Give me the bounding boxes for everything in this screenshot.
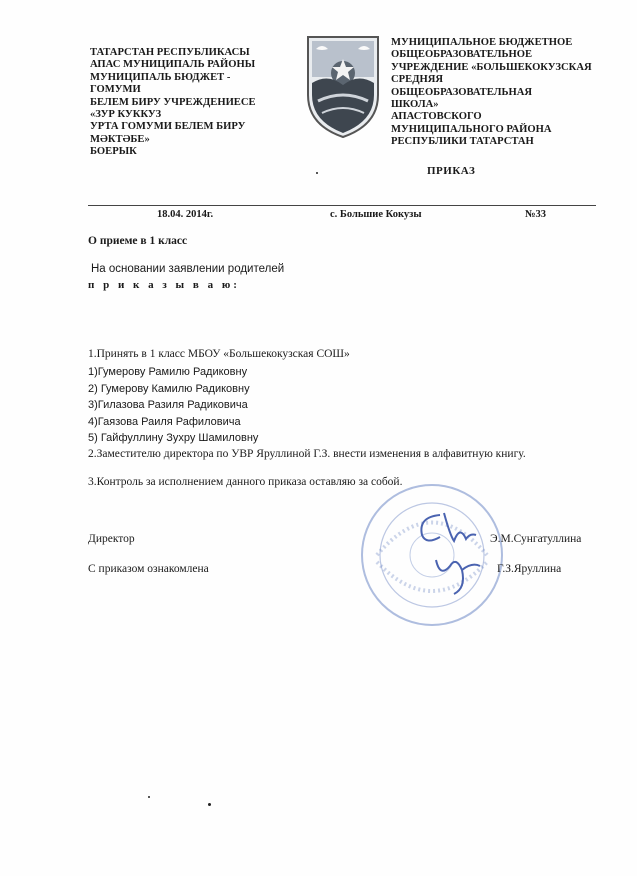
header-right-line: АПАСТОВСКОГО — [391, 111, 482, 123]
acquainted-name: Г.З.Яруллина — [497, 563, 562, 575]
header-right-line: РЕСПУБЛИКИ ТАТАРСТАН — [391, 136, 534, 148]
order-item-2: 2.Заместителю директора по УВР Яруллиной Г.З. внести изменения в алфавитную книгу. — [88, 448, 526, 460]
header-right-line: СРЕДНЯЯ — [391, 74, 444, 86]
scan-speck — [316, 172, 318, 174]
header-left-line: МУНИЦИПАЛЬ БЮДЖЕТ - — [90, 71, 231, 83]
header-right-line: МУНИЦИПАЛЬНОЕ БЮДЖЕТНОЕ — [391, 37, 573, 48]
student-list-item: 3)Гилазова Разиля Радиковича — [88, 399, 248, 411]
header-left-line: ГОМУМИ — [90, 84, 141, 96]
header-left-line: БОЕРЫК — [90, 146, 137, 158]
handwritten-signature-icon — [410, 505, 480, 550]
student-list-item: 1)Гумерову Рамилю Радиковну — [88, 366, 248, 378]
header-right-line: ОБЩЕОБРАЗОВАТЕЛЬНОЕ — [391, 49, 533, 61]
header-divider — [88, 205, 596, 206]
header-right-line: МУНИЦИПАЛЬНОГО РАЙОНА — [391, 123, 552, 135]
director-label: Директор — [88, 533, 135, 545]
header-left-line: АПАС МУНИЦИПАЛЬ РАЙОНЫ — [90, 59, 256, 71]
order-item-1: 1.Принять в 1 класс МБОУ «Большекокузская СОШ» — [88, 348, 350, 360]
header-left-line: ТАТАРСТАН РЕСПУБЛИКАСЫ — [90, 47, 250, 58]
handwritten-signature-icon — [428, 548, 488, 598]
municipal-coat-of-arms-icon — [302, 33, 384, 139]
document-place: с. Большие Кокузы — [330, 209, 422, 220]
header-left-line: МӘКТӘБЕ» — [90, 133, 150, 145]
director-name: Э.М.Сунгатуллина — [490, 533, 582, 545]
basis-text: На основании заявлении родителей — [91, 263, 285, 275]
header-right-line: ШКОЛА» — [391, 99, 439, 111]
document-number: №33 — [525, 209, 547, 220]
document-date: 18.04. 2014г. — [157, 209, 214, 220]
student-list-item: 4)Гаязова Раиля Рафиловича — [88, 415, 241, 428]
order-word: п р и к а з ы в а ю: — [88, 279, 240, 291]
header-left-block — [90, 47, 280, 159]
student-list-item: 5) Гайфуллину Зухру Шамиловну — [88, 432, 259, 444]
document-title: О приеме в 1 класс — [88, 235, 188, 247]
header-right-line: ОБЩЕОБРАЗОВАТЕЛЬНАЯ — [391, 86, 533, 98]
header-left-line: БЕЛЕМ БИРУ УЧРЕЖДЕНИЕСЕ — [90, 96, 256, 108]
header-left-line: УРТА ГОМУМИ БЕЛЕМ БИРУ — [90, 121, 246, 133]
student-list-item: 2) Гумерову Камилю Радиковну — [88, 382, 250, 395]
document-type: ПРИКАЗ — [427, 165, 476, 177]
header-left-line: «ЗУР КУККУЗ — [90, 109, 162, 121]
student-list — [88, 364, 258, 447]
acquainted-label: С приказом ознакомлена — [88, 563, 209, 575]
header-right-line: УЧРЕЖДЕНИЕ «БОЛЬШЕКОКУЗСКАЯ — [391, 61, 592, 73]
header-right-block — [391, 37, 621, 149]
scan-speck — [148, 796, 150, 798]
scan-speck — [208, 803, 211, 806]
order-item-3: 3.Контроль за исполнением данного приказа оставляю за собой. — [88, 476, 403, 488]
